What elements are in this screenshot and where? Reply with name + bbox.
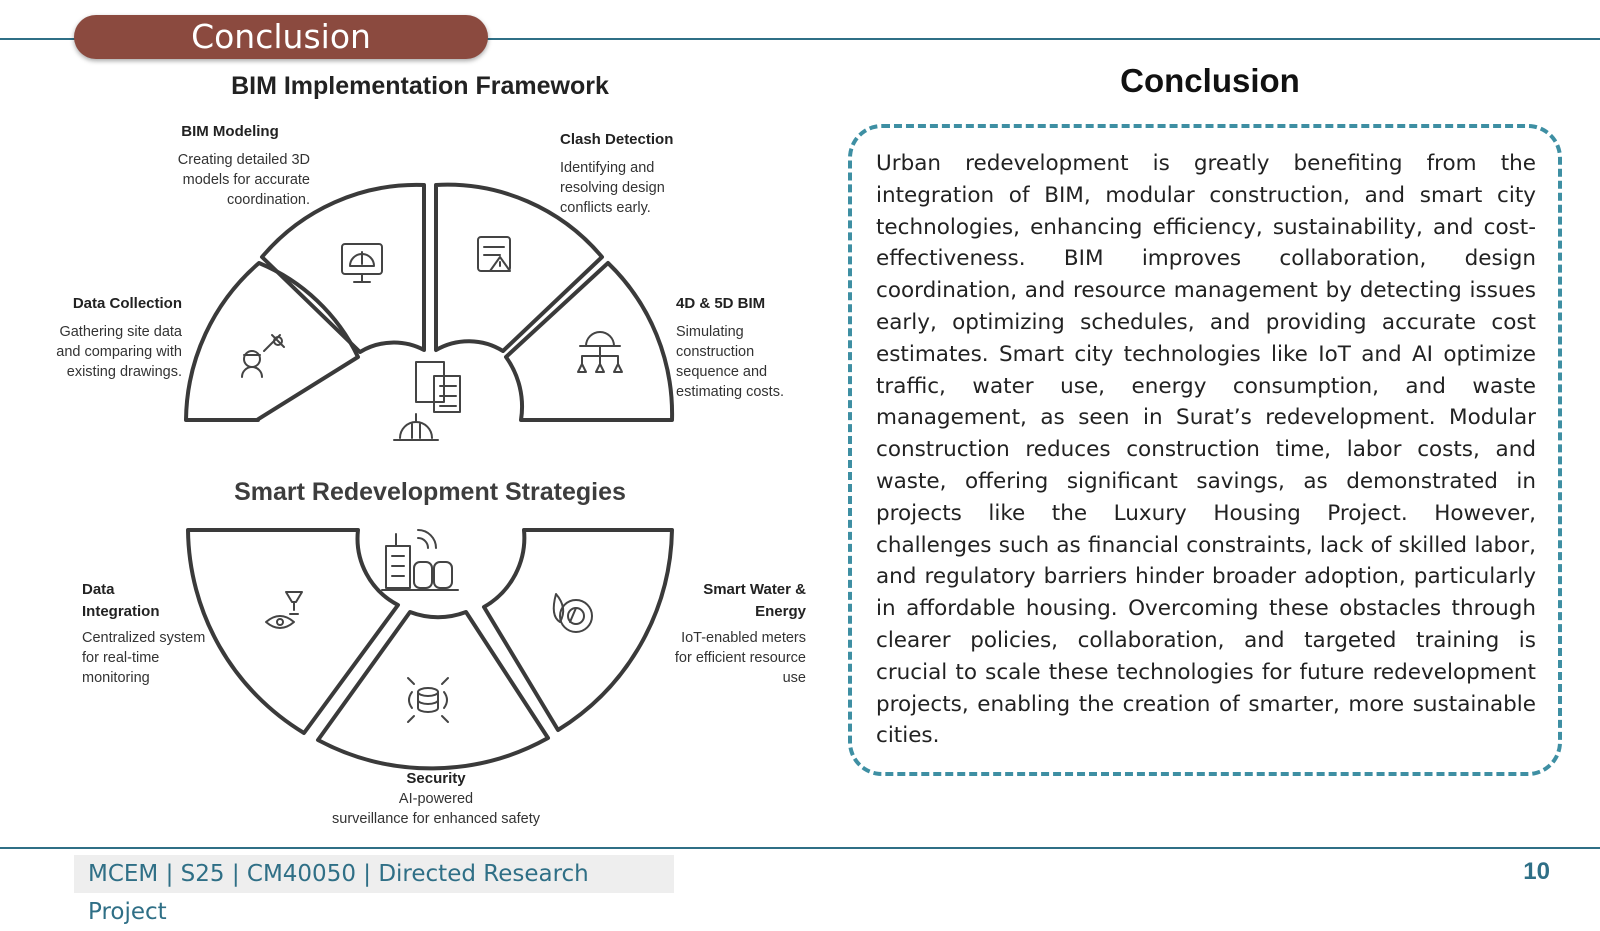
- segment-data-collection: [186, 263, 358, 420]
- blueprint-warning-icon: [478, 237, 510, 271]
- data-integration-label: Data Integration Centralized system for real-time monitoring: [82, 581, 206, 686]
- conclusion-text: Urban redevelopment is greatly benefiting from the integration of BIM, modular construction, and smart city technologies, enhancing efficiency, sustainability, and cost-effectiveness. BIM improves collaboration, design coordination, and resource management by detecting issues early, optimizing schedules, and providing accurate cost estimates. Smart city technologies like IoT and AI optimize traffic, water use, energy consumption, and waste management, as seen in Surat’s redevelopment. Modular construction reduces construction time, labor costs, and waste, offering significant savings, as demonstrated in projects like the Luxury Housing Project. However, challenges such as financial constraints, lack of skilled labor, and regulatory barriers hinder broader adoption, particularly in affordable housing. Overcoming these obstacles through clearer policies, collaboration, and targeted training is crucial to scale these technologies for future redevelopment projects, enabling the creation of smarter, more sustainable cities.: [876, 151, 1536, 749]
- strategies-title: Smart Redevelopment Strategies: [234, 478, 626, 506]
- bim-modeling-label: BIM Modeling Creating detailed 3D models for accurate coordination.: [177, 123, 310, 208]
- database-scan-icon: [408, 678, 448, 722]
- data-collection-label: Data Collection Gathering site data and comparing with existing drawings.: [56, 295, 182, 380]
- segment-4d5d: [506, 263, 672, 420]
- 4d-5d-bim-label: 4D & 5D BIM Simulating construction sequence and estimating costs.: [676, 295, 784, 400]
- framework-diagram: [0, 0, 840, 840]
- clash-detection-label: Clash Detection Identifying and resolving design conflicts early.: [560, 131, 674, 216]
- eye-funnel-icon: [266, 592, 302, 628]
- building-helmet-icon: [394, 362, 460, 440]
- footer-rule: [0, 847, 1600, 849]
- engineer-helmet-monitor-icon: [342, 244, 382, 282]
- worker-drone-icon: [242, 335, 284, 377]
- footer-course-info: MCEM | S25 | CM40050 | Directed Research Project: [74, 855, 674, 893]
- security-label: Security AI-powered surveillance for enhanced safety: [332, 770, 540, 827]
- framework-title: BIM Implementation Framework: [231, 72, 609, 100]
- smart-building-icon: [382, 530, 458, 590]
- slide-title: Conclusion: [74, 15, 488, 59]
- water-leaf-icon: [554, 594, 592, 632]
- helmet-hierarchy-icon: [578, 332, 622, 372]
- page-number: 10: [1523, 858, 1550, 885]
- smart-water-energy-label: Smart Water & Energy IoT-enabled meters for efficient resource use: [674, 581, 806, 686]
- conclusion-title: Conclusion: [1120, 62, 1300, 99]
- segment-security: [318, 612, 548, 768]
